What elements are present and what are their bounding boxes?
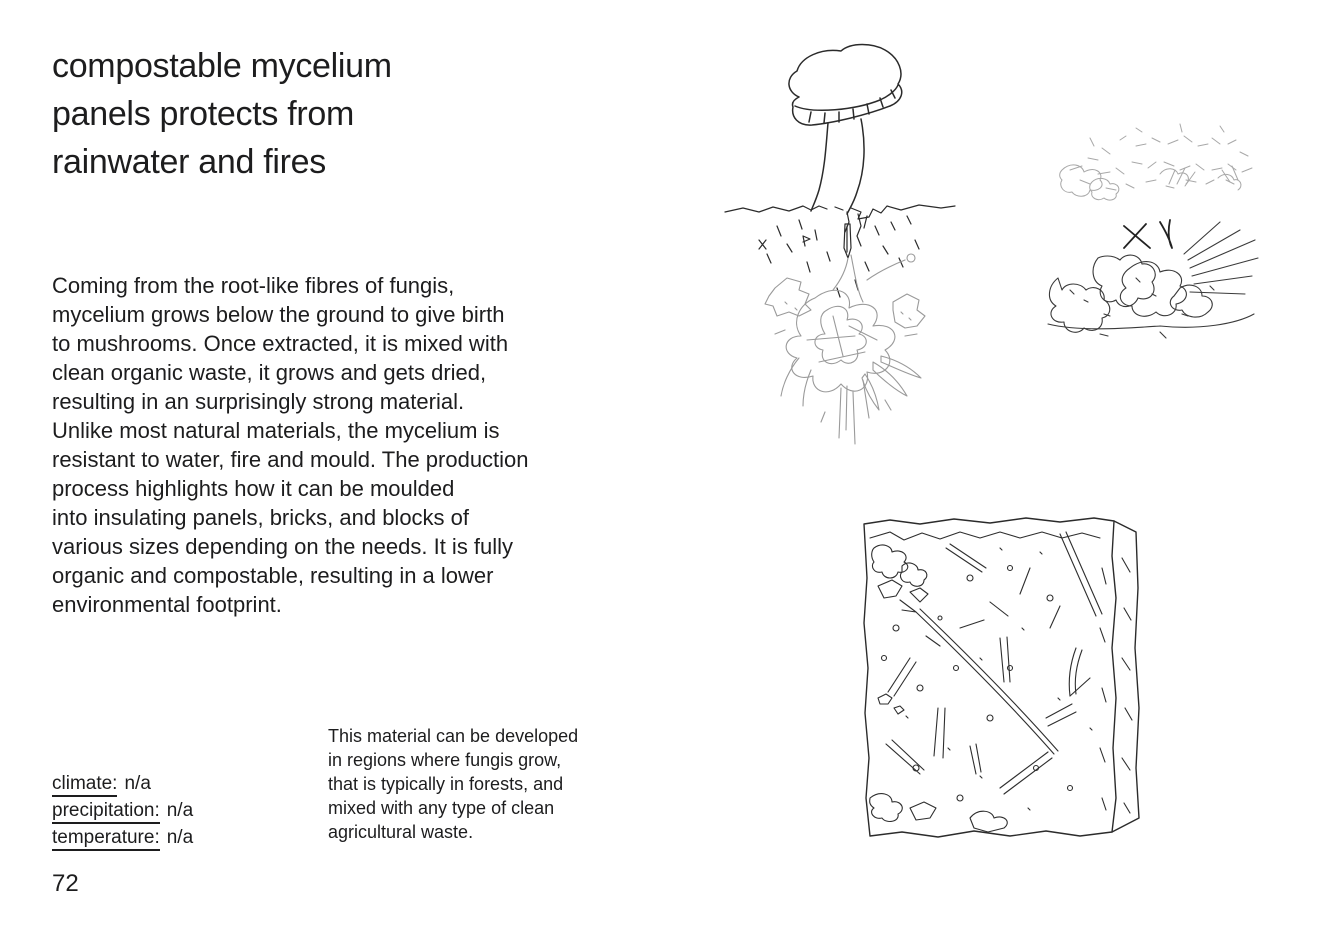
meta-label: precipitation: [52, 800, 160, 824]
meta-value: n/a [166, 827, 194, 848]
body-paragraph [52, 271, 529, 619]
meta-value: n/a [124, 773, 151, 794]
scattered-organic-waste-illustration [1040, 118, 1265, 340]
body-line: Unlike most natural materials, the mycelium is [52, 418, 500, 443]
meta-row-precipitation [52, 797, 193, 824]
side-note-line: This material can be developed [328, 726, 579, 746]
meta-value: n/a [166, 800, 194, 821]
title-line: panels protects from [52, 95, 355, 133]
meta-label: temperature: [52, 827, 160, 851]
body-line: process highlights how it can be moulded [52, 476, 455, 501]
body-line: mycelium grows below the ground to give birth [52, 302, 505, 327]
page-title [52, 42, 392, 186]
title-line: rainwater and fires [52, 143, 326, 181]
mushroom-with-underground-mycelium-illustration [715, 40, 965, 480]
body-line: resistant to water, fire and mould. The production [52, 447, 529, 472]
title-line: compostable mycelium [52, 47, 392, 85]
metadata-block [52, 770, 193, 851]
body-line: Coming from the root-like fibres of fungis, [52, 273, 455, 298]
side-note-line: that is typically in forests, and [328, 774, 564, 794]
meta-label: climate: [52, 773, 117, 797]
body-line: various sizes depending on the needs. It is fully [52, 534, 514, 559]
meta-row-climate [52, 770, 193, 797]
body-line: environmental footprint. [52, 592, 282, 617]
body-line: organic and compostable, resulting in a lower [52, 563, 494, 588]
meta-row-temperature [52, 824, 193, 851]
side-note-line: agricultural waste. [328, 822, 474, 842]
side-note-line: in regions where fungis grow, [328, 750, 562, 770]
side-note-line: mixed with any type of clean [328, 798, 555, 818]
body-line: resulting in an surprisingly strong material. [52, 389, 465, 414]
mycelium-panel-illustration [850, 508, 1150, 848]
body-line: clean organic waste, it grows and gets dried, [52, 360, 487, 385]
side-note [328, 724, 578, 844]
page-number: 72 [52, 870, 79, 897]
body-line: to mushrooms. Once extracted, it is mixed with [52, 331, 509, 356]
body-line: into insulating panels, bricks, and blocks of [52, 505, 470, 530]
